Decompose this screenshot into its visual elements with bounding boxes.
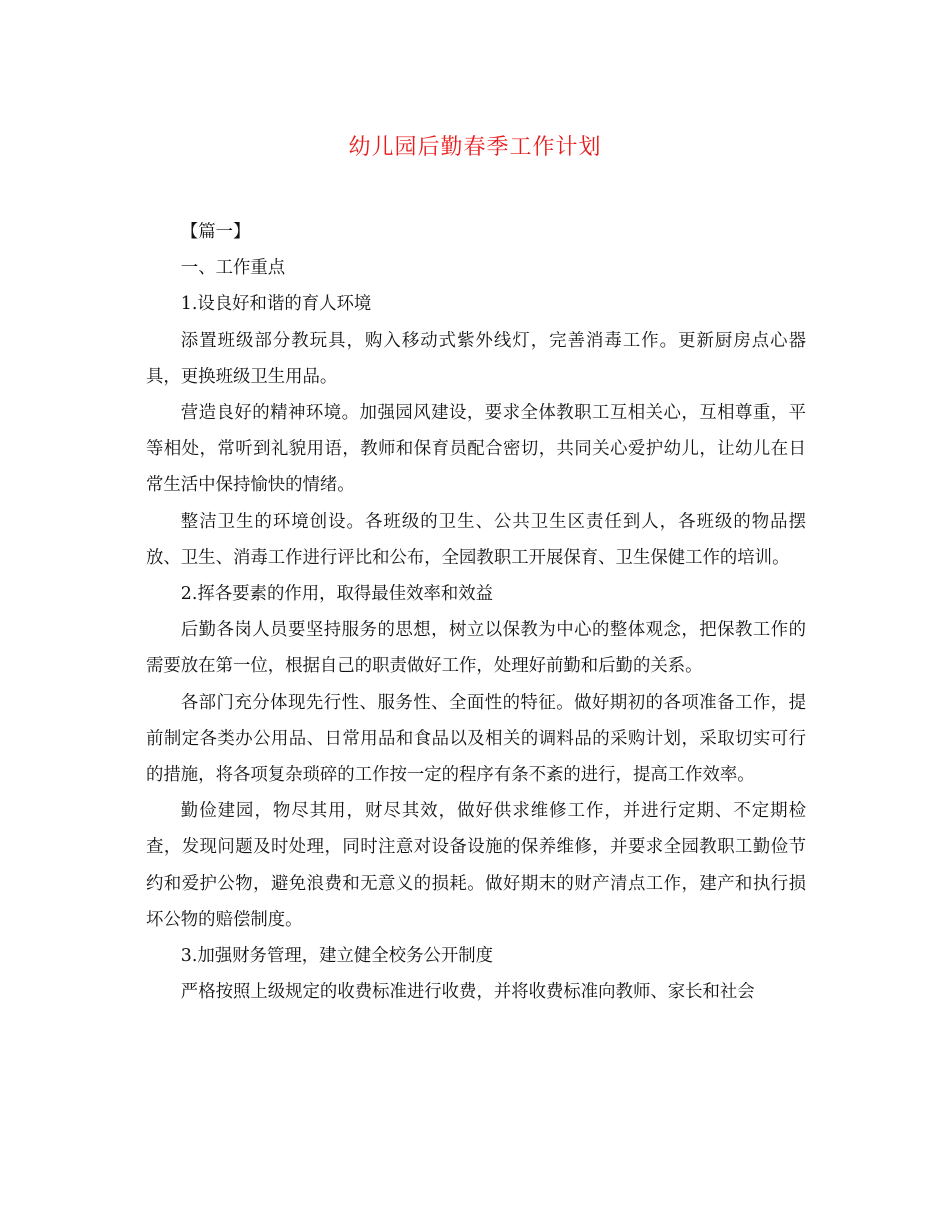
paragraph: 营造良好的精神环境。加强园风建设，要求全体教职工互相关心，互相尊重，平等相处，常听到礼貌用语，教师和保育员配合密切，共同关心爱护幼儿，让幼儿在日常生活中保持愉快的情绪。 [146,403,806,496]
document-title: 幼儿园后勤春季工作计划 [348,135,602,160]
paragraph: 各部门充分体现先行性、服务性、全面性的特征。做好期初的各项准备工作，提前制定各类办公用品、日常用品和食品以及相关的调料品的采购计划，采取切实可行的措施，将各项复杂琐碎的工作按一定的程序有条不紊的进行，提高工作效率。 [146,692,806,786]
paragraph: 严格按照上级规定的收费标准进行收费，并将收费标准向教师、家长和社会 [180,982,755,1003]
paragraph: 添置班级部分教玩具，购入移动式紫外线灯，完善消毒工作。更新厨房点心器具，更换班级卫生用品。 [146,330,806,387]
paragraph: 勤俭建园，物尽其用，财尽其效，做好供求维修工作，并进行定期、不定期检查，发现问题及时处理，同时注意对设备设施的保养维修，并要求全园教职工勤俭节约和爱护公物，避免浪费和无意义的损耗。做好期末的财产清点工作，建产和执行损坏公物的赔偿制度。 [146,801,806,930]
paragraph-section-label: 【篇一】 [180,222,251,242]
document-body [146,214,806,1010]
paragraph-subheading: 3.加强财务管理，建立健全校务公开制度 [180,946,494,967]
paragraph-subheading: 1.设良好和谐的育人环境 [180,294,372,315]
paragraph-subheading: 2.挥各要素的作用，取得最佳效率和效益 [180,584,494,605]
paragraph-heading: 一、工作重点 [180,258,286,279]
paragraph: 整洁卫生的环境创设。各班级的卫生、公共卫生区责任到人，各班级的物品摆放、卫生、消毒工作进行评比和公布，全园教职工开展保育、卫生保健工作的培训。 [146,511,806,568]
paragraph: 后勤各岗人员要坚持服务的思想，树立以保教为中心的整体观念，把保教工作的需要放在第一位，根据自己的职责做好工作，处理好前勤和后勤的关系。 [146,620,806,677]
